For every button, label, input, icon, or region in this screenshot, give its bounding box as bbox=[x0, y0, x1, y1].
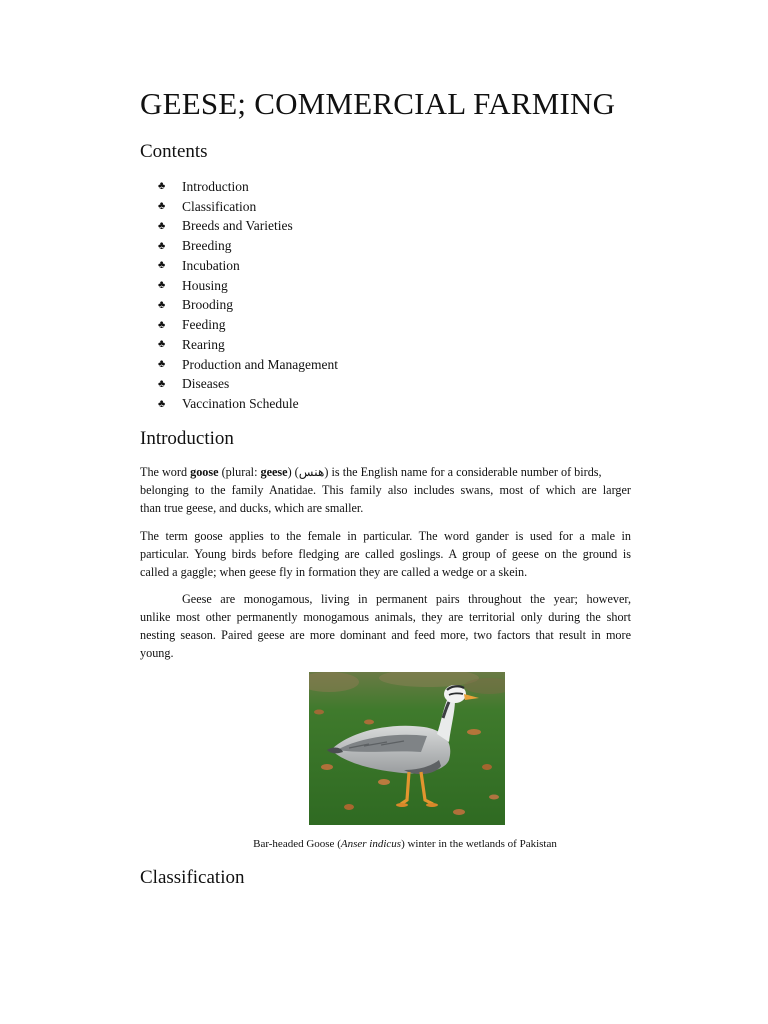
contents-item-label: Diseases bbox=[182, 376, 230, 392]
list-item bbox=[158, 236, 338, 256]
list-item bbox=[158, 375, 338, 395]
text-run: (plural: bbox=[218, 465, 261, 479]
paragraph-line: The term goose applies to the female in particular. The word gander is used for a male in bbox=[140, 529, 631, 543]
text-run: The word bbox=[140, 465, 191, 479]
contents-item-label: Vaccination Schedule bbox=[182, 396, 299, 412]
species-name: Anser indicus bbox=[340, 838, 402, 850]
list-item bbox=[158, 394, 338, 414]
list-item bbox=[158, 315, 338, 335]
list-item bbox=[158, 296, 338, 316]
text-run: Bar-headed Goose ( bbox=[253, 838, 341, 850]
club-icon: ♣ bbox=[158, 298, 166, 311]
paragraph-line: Geese are monogamous, living in permanent pairs throughout the year; however, bbox=[182, 592, 631, 606]
club-icon: ♣ bbox=[158, 200, 166, 213]
contents-item-label: Introduction bbox=[182, 178, 249, 194]
list-item bbox=[158, 217, 338, 237]
goose-photo bbox=[309, 672, 505, 825]
club-icon: ♣ bbox=[158, 180, 166, 193]
contents-item-label: Brooding bbox=[182, 297, 234, 313]
photo-caption bbox=[0, 837, 768, 851]
contents-item-label: Feeding bbox=[182, 317, 226, 333]
text-run: ) (هنس) is the English name for a considerable number of birds, bbox=[287, 465, 602, 479]
paragraph-line: than true geese, and ducks, which are smaller. bbox=[140, 501, 364, 515]
text-run: ) winter in the wetlands of Pakistan bbox=[401, 838, 557, 850]
contents-item-label: Breeding bbox=[182, 238, 232, 254]
paragraph-line: unlike most other permanently monogamous animals, they are territorial only during the short bbox=[140, 610, 631, 624]
paragraph-line: called a gaggle; when geese fly in formation they are called a wedge or a skein. bbox=[140, 565, 528, 579]
club-icon: ♣ bbox=[158, 259, 166, 272]
list-item bbox=[158, 355, 338, 375]
club-icon: ♣ bbox=[158, 358, 166, 371]
introduction-heading: Introduction bbox=[140, 428, 234, 449]
club-icon: ♣ bbox=[158, 377, 166, 390]
club-icon: ♣ bbox=[158, 318, 166, 331]
contents-item-label: Incubation bbox=[182, 257, 240, 273]
list-item bbox=[158, 197, 338, 217]
club-icon: ♣ bbox=[158, 239, 166, 252]
contents-heading: Contents bbox=[140, 141, 208, 162]
contents-list bbox=[158, 177, 338, 414]
contents-item-label: Housing bbox=[182, 277, 228, 293]
bold-term-geese: geese bbox=[260, 465, 288, 479]
bold-term-goose: goose bbox=[190, 465, 219, 479]
document-title: GEESE; COMMERCIAL FARMING bbox=[140, 86, 616, 121]
paragraph-line: nesting season. Paired geese are more dominant and feed more, two factors that result in more bbox=[140, 628, 631, 642]
paragraph-line: young. bbox=[140, 646, 174, 660]
club-icon: ♣ bbox=[158, 279, 166, 292]
club-icon: ♣ bbox=[158, 338, 166, 351]
classification-heading: Classification bbox=[140, 867, 245, 888]
intro-paragraph-2 bbox=[140, 527, 631, 581]
club-icon: ♣ bbox=[158, 397, 166, 410]
paragraph-line: belonging to the family Anatidae. This family also includes swans, most of which are larger bbox=[140, 483, 631, 497]
contents-item-label: Classification bbox=[182, 198, 257, 214]
contents-item-label: Production and Management bbox=[182, 356, 338, 372]
list-item bbox=[158, 276, 338, 296]
list-item bbox=[158, 256, 338, 276]
paragraph-line: particular. Young birds before fledging are called goslings. A group of geese on the ground is bbox=[140, 547, 631, 561]
paragraph-line bbox=[140, 463, 631, 481]
list-item bbox=[158, 335, 338, 355]
intro-paragraph-3 bbox=[140, 590, 631, 662]
intro-paragraph-1 bbox=[140, 463, 631, 517]
list-item bbox=[158, 177, 338, 197]
contents-item-label: Rearing bbox=[182, 336, 225, 352]
club-icon: ♣ bbox=[158, 219, 166, 232]
contents-item-label: Breeds and Varieties bbox=[182, 218, 293, 234]
